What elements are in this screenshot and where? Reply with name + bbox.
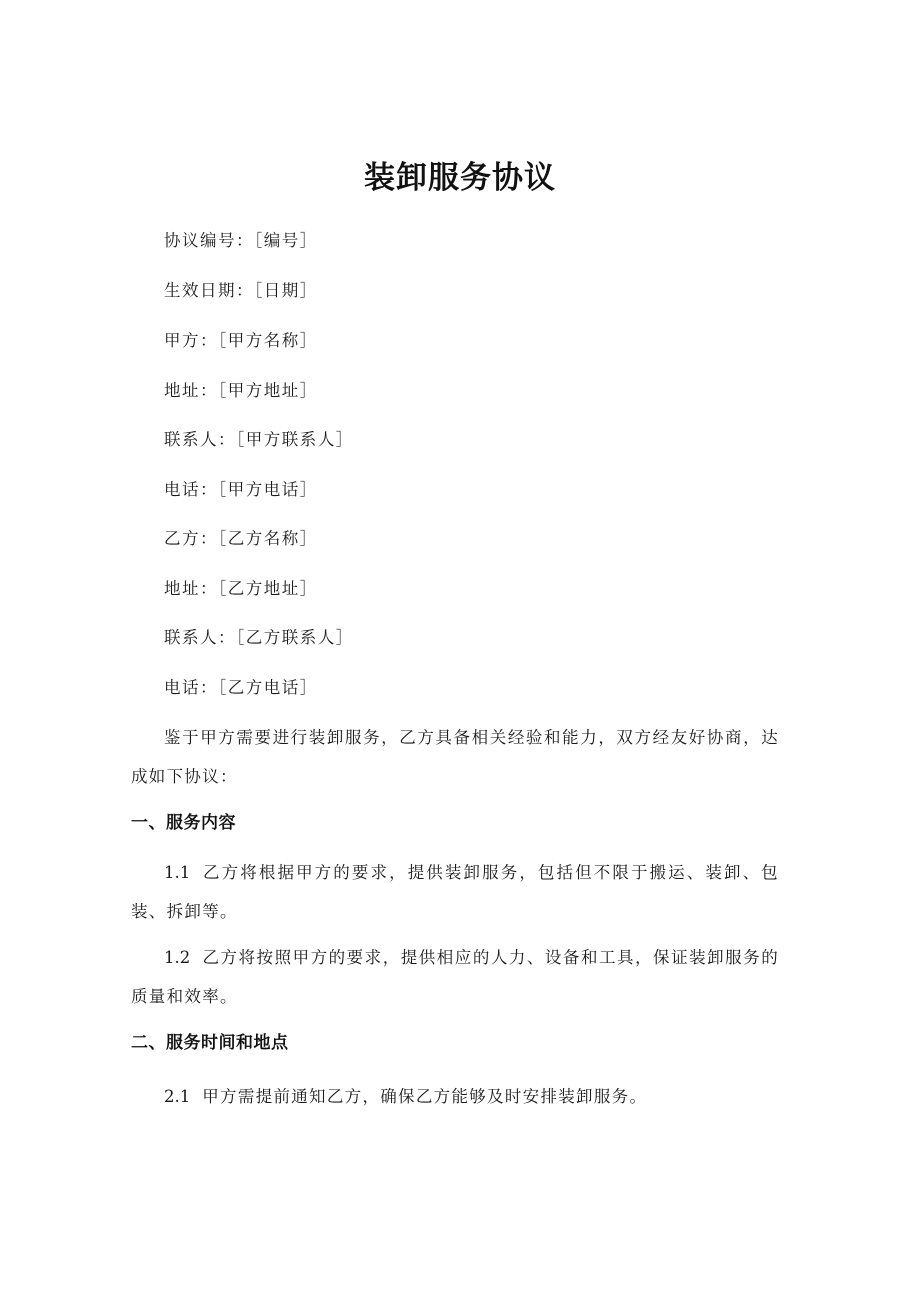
clause-2-1 [131, 1077, 779, 1116]
info-party-a-name: 甲方：［甲方名称］ [164, 331, 318, 350]
clause-text: 甲方需提前通知乙方，确保乙方能够及时安排装卸服务。 [202, 1087, 648, 1106]
info-party-b-contact: 联系人：［乙方联系人］ [164, 628, 354, 647]
info-party-b-phone: 电话：［乙方电话］ [164, 678, 318, 697]
info-party-a-phone: 电话：［甲方电话］ [164, 480, 318, 499]
clause-number: 1.2 [164, 948, 191, 967]
clause-number: 1.1 [164, 863, 191, 882]
info-party-a-contact: 联系人：［甲方联系人］ [164, 430, 354, 449]
info-agreement-number: 协议编号：［编号］ [164, 231, 318, 250]
document-title: 装卸服务协议 [364, 160, 556, 196]
clause-1-1 [131, 853, 779, 931]
clause-1-2 [131, 938, 779, 1016]
info-party-b-address: 地址：［乙方地址］ [164, 579, 318, 598]
preamble-paragraph: 鉴于甲方需要进行装卸服务，乙方具备相关经验和能力，双方经友好协商，达成如下协议： [131, 728, 779, 786]
clause-text: 乙方将按照甲方的要求，提供相应的人力、设备和工具，保证装卸服务的质量和效率。 [131, 948, 779, 1006]
section-heading-service-content: 一、服务内容 [131, 813, 236, 833]
info-party-b-name: 乙方：［乙方名称］ [164, 529, 318, 548]
info-effective-date: 生效日期：［日期］ [164, 281, 318, 300]
clause-number: 2.1 [164, 1087, 191, 1106]
section-heading-service-time-place: 二、服务时间和地点 [131, 1033, 289, 1053]
clause-text: 乙方将根据甲方的要求，提供装卸服务，包括但不限于搬运、装卸、包装、拆卸等。 [131, 863, 779, 921]
info-party-a-address: 地址：［甲方地址］ [164, 381, 318, 400]
